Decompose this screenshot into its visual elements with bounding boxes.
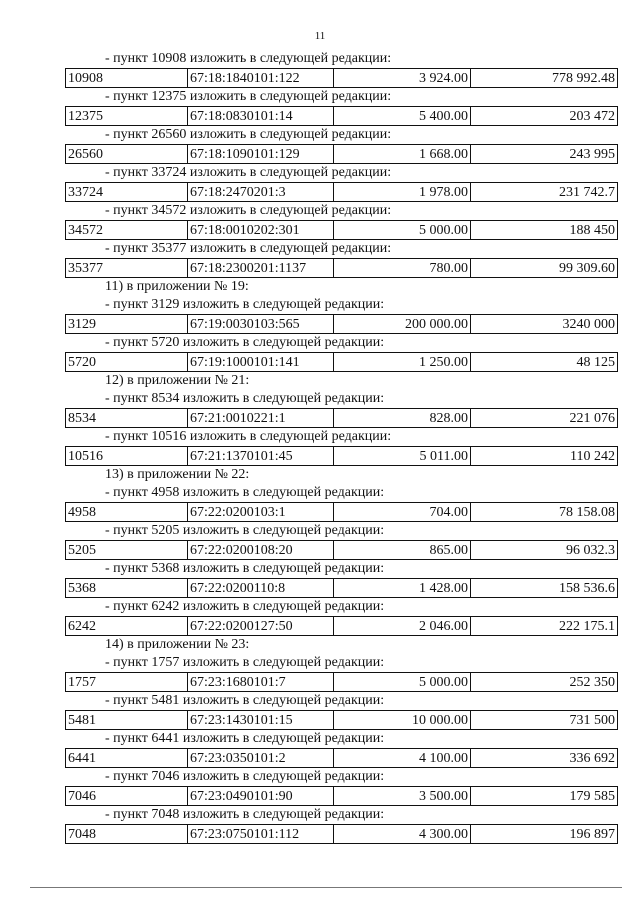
item-number-cell: 26560 bbox=[66, 145, 188, 164]
document-body bbox=[65, 50, 617, 844]
value-cell: 222 175.1 bbox=[471, 617, 618, 636]
item-number-cell: 1757 bbox=[66, 673, 188, 692]
cadastral-number-cell: 67:18:1840101:122 bbox=[188, 69, 334, 88]
cadastral-number-cell: 67:22:0200103:1 bbox=[188, 503, 334, 522]
cadastral-number-cell: 67:18:2300201:1137 bbox=[188, 259, 334, 278]
area-cell: 865.00 bbox=[334, 541, 471, 560]
item-number-cell: 5368 bbox=[66, 579, 188, 598]
section-heading: 12) в приложении № 21: bbox=[105, 373, 250, 388]
area-cell: 5 000.00 bbox=[334, 673, 471, 692]
item-number-cell: 7048 bbox=[66, 825, 188, 844]
table-row bbox=[65, 824, 618, 844]
item-number-cell: 12375 bbox=[66, 107, 188, 126]
cadastral-number-cell: 67:21:1370101:45 bbox=[188, 447, 334, 466]
cadastral-number-cell: 67:23:1680101:7 bbox=[188, 673, 334, 692]
area-cell: 5 400.00 bbox=[334, 107, 471, 126]
area-cell: 4 100.00 bbox=[334, 749, 471, 768]
table-row bbox=[65, 314, 618, 334]
area-cell: 5 011.00 bbox=[334, 447, 471, 466]
table-row bbox=[65, 408, 618, 428]
section-heading: 13) в приложении № 22: bbox=[105, 467, 250, 482]
item-number-cell: 6441 bbox=[66, 749, 188, 768]
cadastral-number-cell: 67:22:0200110:8 bbox=[188, 579, 334, 598]
table-row bbox=[65, 748, 618, 768]
value-cell: 99 309.60 bbox=[471, 259, 618, 278]
item-number-cell: 4958 bbox=[66, 503, 188, 522]
item-number-cell: 8534 bbox=[66, 409, 188, 428]
amendment-line: - пункт 6441 изложить в следующей редакции: bbox=[105, 731, 385, 746]
value-cell: 158 536.6 bbox=[471, 579, 618, 598]
value-cell: 196 897 bbox=[471, 825, 618, 844]
cadastral-number-cell: 67:23:0490101:90 bbox=[188, 787, 334, 806]
value-cell: 336 692 bbox=[471, 749, 618, 768]
item-number-cell: 34572 bbox=[66, 221, 188, 240]
value-cell: 48 125 bbox=[471, 353, 618, 372]
area-cell: 10 000.00 bbox=[334, 711, 471, 730]
value-cell: 3240 000 bbox=[471, 315, 618, 334]
table-row bbox=[65, 220, 618, 240]
cadastral-number-cell: 67:21:0010221:1 bbox=[188, 409, 334, 428]
amendment-line: - пункт 7048 изложить в следующей редакции: bbox=[105, 807, 385, 822]
table-row bbox=[65, 672, 618, 692]
value-cell: 252 350 bbox=[471, 673, 618, 692]
item-number-cell: 5720 bbox=[66, 353, 188, 372]
amendment-line: - пункт 6242 изложить в следующей редакции: bbox=[105, 599, 385, 614]
area-cell: 1 428.00 bbox=[334, 579, 471, 598]
page-number: 11 bbox=[314, 30, 326, 42]
table-row bbox=[65, 446, 618, 466]
value-cell: 110 242 bbox=[471, 447, 618, 466]
cadastral-number-cell: 67:23:0750101:112 bbox=[188, 825, 334, 844]
item-number-cell: 10908 bbox=[66, 69, 188, 88]
value-cell: 778 992.48 bbox=[471, 69, 618, 88]
section-heading: 11) в приложении № 19: bbox=[105, 279, 249, 294]
item-number-cell: 10516 bbox=[66, 447, 188, 466]
amendment-line: - пункт 5368 изложить в следующей редакции: bbox=[105, 561, 385, 576]
cadastral-number-cell: 67:23:0350101:2 bbox=[188, 749, 334, 768]
table-row bbox=[65, 352, 618, 372]
value-cell: 96 032.3 bbox=[471, 541, 618, 560]
amendment-line: - пункт 10516 изложить в следующей редакции: bbox=[105, 429, 392, 444]
item-number-cell: 35377 bbox=[66, 259, 188, 278]
item-number-cell: 33724 bbox=[66, 183, 188, 202]
table-row bbox=[65, 182, 618, 202]
area-cell: 780.00 bbox=[334, 259, 471, 278]
cadastral-number-cell: 67:18:2470201:3 bbox=[188, 183, 334, 202]
cadastral-number-cell: 67:19:1000101:141 bbox=[188, 353, 334, 372]
amendment-line: - пункт 33724 изложить в следующей редакции: bbox=[105, 165, 392, 180]
amendment-line: - пункт 8534 изложить в следующей редакции: bbox=[105, 391, 385, 406]
table-row bbox=[65, 502, 618, 522]
table-row bbox=[65, 710, 618, 730]
value-cell: 78 158.08 bbox=[471, 503, 618, 522]
amendment-line: - пункт 5720 изложить в следующей редакции: bbox=[105, 335, 385, 350]
cadastral-number-cell: 67:19:0030103:565 bbox=[188, 315, 334, 334]
table-row bbox=[65, 616, 618, 636]
section-heading: 14) в приложении № 23: bbox=[105, 637, 250, 652]
table-row bbox=[65, 540, 618, 560]
cadastral-number-cell: 67:23:1430101:15 bbox=[188, 711, 334, 730]
item-number-cell: 3129 bbox=[66, 315, 188, 334]
cadastral-number-cell: 67:18:0010202:301 bbox=[188, 221, 334, 240]
cadastral-number-cell: 67:18:1090101:129 bbox=[188, 145, 334, 164]
value-cell: 179 585 bbox=[471, 787, 618, 806]
amendment-line: - пункт 5481 изложить в следующей редакции: bbox=[105, 693, 385, 708]
area-cell: 3 924.00 bbox=[334, 69, 471, 88]
item-number-cell: 7046 bbox=[66, 787, 188, 806]
value-cell: 243 995 bbox=[471, 145, 618, 164]
amendment-line: - пункт 4958 изложить в следующей редакции: bbox=[105, 485, 385, 500]
area-cell: 1 978.00 bbox=[334, 183, 471, 202]
table-row bbox=[65, 68, 618, 88]
area-cell: 5 000.00 bbox=[334, 221, 471, 240]
bottom-divider bbox=[30, 887, 622, 888]
table-row bbox=[65, 786, 618, 806]
cadastral-number-cell: 67:18:0830101:14 bbox=[188, 107, 334, 126]
value-cell: 221 076 bbox=[471, 409, 618, 428]
amendment-line: - пункт 7046 изложить в следующей редакции: bbox=[105, 769, 385, 784]
cadastral-number-cell: 67:22:0200108:20 bbox=[188, 541, 334, 560]
table-row bbox=[65, 106, 618, 126]
amendment-line: - пункт 12375 изложить в следующей редакции: bbox=[105, 89, 392, 104]
table-row bbox=[65, 144, 618, 164]
amendment-line: - пункт 5205 изложить в следующей редакции: bbox=[105, 523, 385, 538]
item-number-cell: 5481 bbox=[66, 711, 188, 730]
table-row bbox=[65, 578, 618, 598]
table-row bbox=[65, 258, 618, 278]
value-cell: 231 742.7 bbox=[471, 183, 618, 202]
amendment-line: - пункт 3129 изложить в следующей редакции: bbox=[105, 297, 385, 312]
area-cell: 4 300.00 bbox=[334, 825, 471, 844]
area-cell: 1 250.00 bbox=[334, 353, 471, 372]
area-cell: 1 668.00 bbox=[334, 145, 471, 164]
amendment-line: - пункт 26560 изложить в следующей редакции: bbox=[105, 127, 392, 142]
item-number-cell: 5205 bbox=[66, 541, 188, 560]
item-number-cell: 6242 bbox=[66, 617, 188, 636]
amendment-line: - пункт 34572 изложить в следующей редакции: bbox=[105, 203, 392, 218]
area-cell: 828.00 bbox=[334, 409, 471, 428]
area-cell: 704.00 bbox=[334, 503, 471, 522]
cadastral-number-cell: 67:22:0200127:50 bbox=[188, 617, 334, 636]
value-cell: 203 472 bbox=[471, 107, 618, 126]
amendment-line: - пункт 1757 изложить в следующей редакции: bbox=[105, 655, 385, 670]
area-cell: 3 500.00 bbox=[334, 787, 471, 806]
amendment-line: - пункт 10908 изложить в следующей редакции: bbox=[105, 51, 392, 66]
value-cell: 188 450 bbox=[471, 221, 618, 240]
value-cell: 731 500 bbox=[471, 711, 618, 730]
amendment-line: - пункт 35377 изложить в следующей редакции: bbox=[105, 241, 392, 256]
area-cell: 2 046.00 bbox=[334, 617, 471, 636]
area-cell: 200 000.00 bbox=[334, 315, 471, 334]
